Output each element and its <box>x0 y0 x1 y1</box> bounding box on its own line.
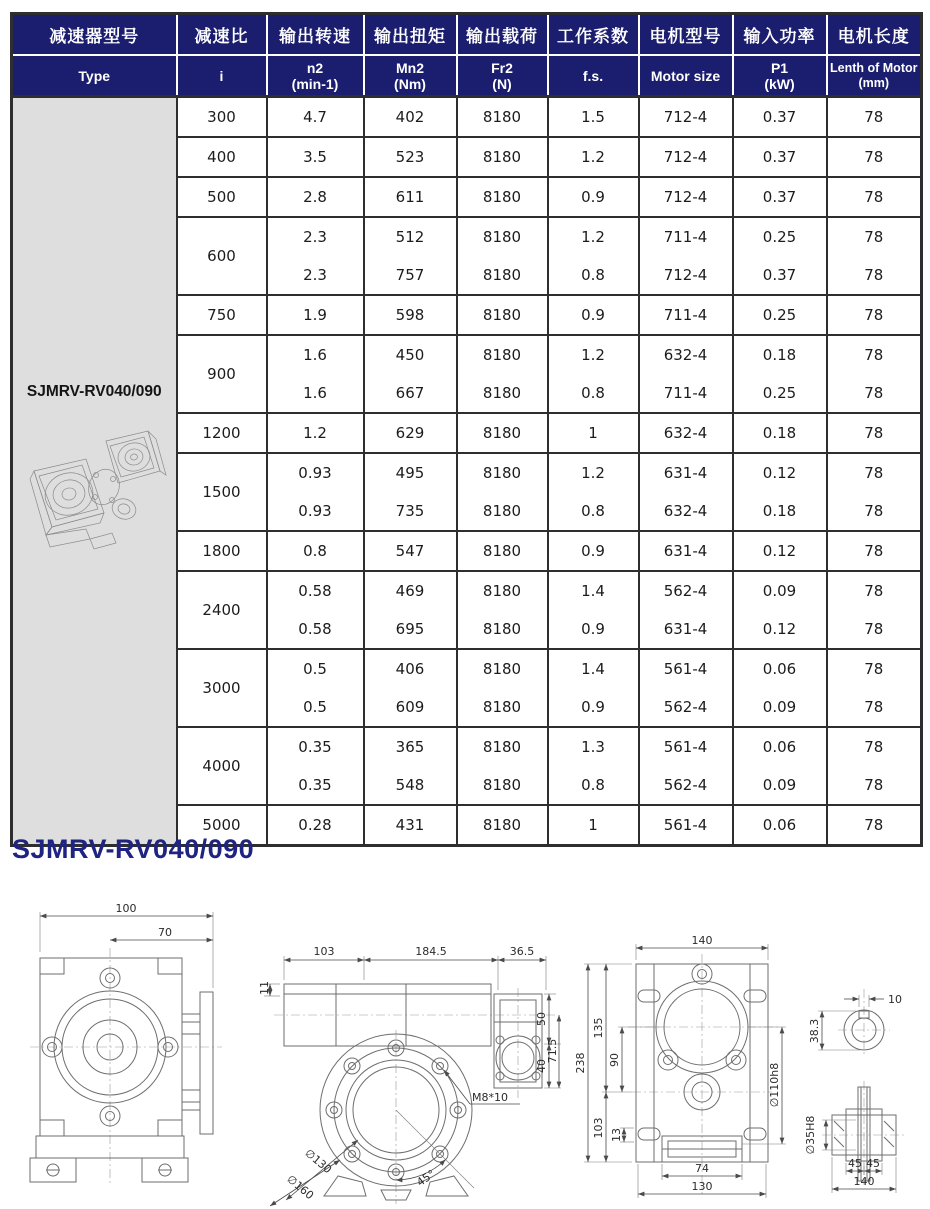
dim-shaft-140: 140 <box>853 1175 875 1188</box>
type-cell <box>12 97 177 846</box>
value-cell-n2 <box>267 413 364 453</box>
value-cell-fs <box>548 295 639 335</box>
value-p1: 0.25 <box>762 384 797 402</box>
value-cell-motor <box>639 453 733 531</box>
value-p1: 0.06 <box>762 660 797 678</box>
value-mn2: 512 <box>395 228 425 246</box>
product-image <box>13 413 176 569</box>
dim-front-36-5: 36.5 <box>509 945 535 958</box>
value-mn2: 548 <box>395 776 425 794</box>
drawing-shaft-view <box>800 985 925 1195</box>
value-n2: 0.93 <box>298 502 332 520</box>
value-fr2: 8180 <box>482 384 522 402</box>
value-motor: 562-4 <box>663 582 708 600</box>
value-mn2: 735 <box>395 502 425 520</box>
value-fs: 1 <box>588 424 598 442</box>
value-cell-motor <box>639 805 733 846</box>
value-cell-len <box>827 177 922 217</box>
value-fs: 1.5 <box>581 108 605 126</box>
value-fr2: 8180 <box>482 148 522 166</box>
dim-front-103: 103 <box>313 945 335 958</box>
value-p1: 0.37 <box>762 188 797 206</box>
header-cn-5: 工作系数 <box>548 14 639 56</box>
value-cell-n2 <box>267 531 364 571</box>
value-motor: 561-4 <box>663 816 708 834</box>
dim-back-103: 103 <box>592 1117 605 1139</box>
dim-shaft-10: 10 <box>888 993 902 1006</box>
value-len: 78 <box>864 464 884 482</box>
value-cell-fs <box>548 335 639 413</box>
value-p1: 0.06 <box>762 738 797 756</box>
value-fs: 0.8 <box>581 384 605 402</box>
value-cell-fs <box>548 217 639 295</box>
type-label: SJMRV-RV040/090 <box>26 382 162 400</box>
value-cell-len <box>827 217 922 295</box>
value-n2: 0.5 <box>303 698 327 716</box>
value-cell-p1 <box>733 177 827 217</box>
value-len: 78 <box>864 228 884 246</box>
ratio-cell: 500 <box>177 177 267 217</box>
value-cell-motor <box>639 413 733 453</box>
value-fs: 0.9 <box>581 188 605 206</box>
value-cell-mn2 <box>364 413 457 453</box>
value-cell-n2 <box>267 217 364 295</box>
value-fs: 0.9 <box>581 542 605 560</box>
drawing-side-view <box>10 902 245 1187</box>
value-n2: 1.2 <box>303 424 327 442</box>
header-cn-1: 减速比 <box>177 14 267 56</box>
value-n2: 4.7 <box>303 108 327 126</box>
value-cell-n2 <box>267 453 364 531</box>
value-cell-len <box>827 805 922 846</box>
dim-shaft-45b: 45 <box>866 1157 880 1170</box>
value-cell-len <box>827 295 922 335</box>
ratio-cell: 1800 <box>177 531 267 571</box>
header-en-2: n2 (min-1) <box>267 55 364 97</box>
ratio-cell: 300 <box>177 97 267 138</box>
value-fr2: 8180 <box>482 698 522 716</box>
value-n2: 0.58 <box>298 582 332 600</box>
value-motor: 711-4 <box>663 384 708 402</box>
value-mn2: 450 <box>395 346 425 364</box>
value-cell-p1 <box>733 97 827 138</box>
dim-back-13: 13 <box>610 1128 623 1142</box>
value-cell-p1 <box>733 531 827 571</box>
dim-shaft-38-3: 38.3 <box>808 1018 821 1044</box>
dim-shaft-dia35h8: ∅35H8 <box>804 1115 817 1155</box>
value-motor: 632-4 <box>663 346 708 364</box>
header-cn-7: 输入功率 <box>733 14 827 56</box>
value-fr2: 8180 <box>482 108 522 126</box>
value-n2: 0.8 <box>303 542 327 560</box>
dim-front-50: 50 <box>535 1012 548 1026</box>
value-fs: 0.8 <box>581 502 605 520</box>
value-p1: 0.25 <box>762 228 797 246</box>
value-cell-fr2 <box>457 335 548 413</box>
value-cell-p1 <box>733 805 827 846</box>
value-cell-fs <box>548 805 639 846</box>
header-cn-3: 输出扭矩 <box>364 14 457 56</box>
value-cell-fr2 <box>457 217 548 295</box>
header-cn-2: 输出转速 <box>267 14 364 56</box>
ratio-cell: 1500 <box>177 453 267 531</box>
value-cell-mn2 <box>364 453 457 531</box>
spec-table-body <box>12 97 922 846</box>
value-motor: 562-4 <box>663 698 708 716</box>
value-cell-n2 <box>267 295 364 335</box>
section-title: SJMRV-RV040/090 <box>12 834 255 864</box>
value-cell-mn2 <box>364 649 457 727</box>
value-n2: 2.8 <box>303 188 327 206</box>
value-mn2: 609 <box>395 698 425 716</box>
value-cell-fs <box>548 177 639 217</box>
dim-back-135: 135 <box>592 1017 605 1039</box>
value-fr2: 8180 <box>482 464 522 482</box>
ratio-cell: 3000 <box>177 649 267 727</box>
value-cell-p1 <box>733 295 827 335</box>
value-cell-p1 <box>733 137 827 177</box>
value-motor: 562-4 <box>663 776 708 794</box>
value-mn2: 598 <box>395 306 425 324</box>
dim-front-m8: M8*10 <box>472 1091 508 1104</box>
value-n2: 3.5 <box>303 148 327 166</box>
value-cell-motor <box>639 217 733 295</box>
value-cell-fs <box>548 453 639 531</box>
value-mn2: 695 <box>395 620 425 638</box>
value-len: 78 <box>864 384 884 402</box>
value-cell-n2 <box>267 805 364 846</box>
value-p1: 0.12 <box>762 620 797 638</box>
value-cell-motor <box>639 335 733 413</box>
value-cell-n2 <box>267 727 364 805</box>
dim-side-100: 100 <box>115 902 137 915</box>
ratio-cell: 4000 <box>177 727 267 805</box>
value-motor: 632-4 <box>663 502 708 520</box>
value-p1: 0.09 <box>762 776 797 794</box>
value-n2: 0.58 <box>298 620 332 638</box>
value-fr2: 8180 <box>482 228 522 246</box>
header-en-3: Mn2 (Nm) <box>364 55 457 97</box>
value-cell-p1 <box>733 413 827 453</box>
dim-back-90: 90 <box>608 1053 621 1067</box>
value-fr2: 8180 <box>482 542 522 560</box>
value-p1: 0.06 <box>762 816 797 834</box>
value-cell-motor <box>639 571 733 649</box>
value-cell-fr2 <box>457 571 548 649</box>
value-fs: 0.9 <box>581 620 605 638</box>
dim-front-71-5: 71.5 <box>546 1038 559 1064</box>
value-cell-n2 <box>267 571 364 649</box>
ratio-cell: 2400 <box>177 571 267 649</box>
value-p1: 0.09 <box>762 698 797 716</box>
value-cell-fr2 <box>457 805 548 846</box>
value-mn2: 629 <box>395 424 425 442</box>
value-fr2: 8180 <box>482 660 522 678</box>
value-p1: 0.18 <box>762 346 797 364</box>
header-en-5: f.s. <box>548 55 639 97</box>
value-n2: 1.6 <box>303 384 327 402</box>
value-mn2: 406 <box>395 660 425 678</box>
value-mn2: 667 <box>395 384 425 402</box>
value-n2: 0.35 <box>298 776 332 794</box>
value-fr2: 8180 <box>482 266 522 284</box>
value-cell-motor <box>639 295 733 335</box>
value-cell-p1 <box>733 335 827 413</box>
header-row-en <box>12 55 922 97</box>
value-p1: 0.37 <box>762 266 797 284</box>
value-cell-len <box>827 649 922 727</box>
value-cell-fs <box>548 413 639 453</box>
header-en-6: Motor size <box>639 55 733 97</box>
dim-back-140: 140 <box>691 934 713 947</box>
value-cell-motor <box>639 531 733 571</box>
value-fs: 1 <box>588 816 598 834</box>
value-n2: 0.5 <box>303 660 327 678</box>
value-cell-motor <box>639 137 733 177</box>
value-cell-fr2 <box>457 413 548 453</box>
gearbox-isometric-icon <box>20 413 168 565</box>
value-fs: 0.9 <box>581 698 605 716</box>
dim-shaft-45a: 45 <box>848 1157 862 1170</box>
value-cell-p1 <box>733 453 827 531</box>
value-mn2: 757 <box>395 266 425 284</box>
dim-back-74: 74 <box>695 1162 709 1175</box>
value-len: 78 <box>864 660 884 678</box>
value-cell-fr2 <box>457 531 548 571</box>
value-motor: 631-4 <box>663 464 708 482</box>
value-motor: 712-4 <box>663 148 708 166</box>
ratio-cell: 1200 <box>177 413 267 453</box>
value-motor: 561-4 <box>663 660 708 678</box>
value-len: 78 <box>864 816 884 834</box>
value-fr2: 8180 <box>482 582 522 600</box>
value-cell-mn2 <box>364 531 457 571</box>
value-fr2: 8180 <box>482 502 522 520</box>
value-fs: 1.4 <box>581 660 605 678</box>
dim-front-dia160: ∅160 <box>284 1172 317 1203</box>
value-fr2: 8180 <box>482 424 522 442</box>
value-cell-len <box>827 571 922 649</box>
value-cell-fr2 <box>457 453 548 531</box>
value-fs: 1.2 <box>581 148 605 166</box>
value-mn2: 365 <box>395 738 425 756</box>
ratio-cell: 400 <box>177 137 267 177</box>
value-len: 78 <box>864 776 884 794</box>
value-cell-mn2 <box>364 805 457 846</box>
value-p1: 0.37 <box>762 148 797 166</box>
value-len: 78 <box>864 502 884 520</box>
value-motor: 631-4 <box>663 620 708 638</box>
value-cell-fr2 <box>457 649 548 727</box>
value-len: 78 <box>864 698 884 716</box>
value-cell-p1 <box>733 571 827 649</box>
spec-table-head <box>12 14 922 97</box>
value-motor: 711-4 <box>663 228 708 246</box>
value-n2: 0.35 <box>298 738 332 756</box>
value-len: 78 <box>864 346 884 364</box>
value-cell-fs <box>548 531 639 571</box>
value-cell-fs <box>548 649 639 727</box>
value-motor: 631-4 <box>663 542 708 560</box>
value-cell-len <box>827 727 922 805</box>
value-cell-p1 <box>733 649 827 727</box>
ratio-cell: 600 <box>177 217 267 295</box>
value-cell-n2 <box>267 177 364 217</box>
header-row-cn <box>12 14 922 56</box>
value-cell-fr2 <box>457 295 548 335</box>
value-cell-fr2 <box>457 727 548 805</box>
value-fs: 1.2 <box>581 228 605 246</box>
value-cell-fs <box>548 137 639 177</box>
drawing-front-view <box>246 938 561 1208</box>
value-fr2: 8180 <box>482 620 522 638</box>
header-en-1: i <box>177 55 267 97</box>
dim-side-70: 70 <box>158 926 172 939</box>
value-cell-n2 <box>267 335 364 413</box>
ratio-cell: 5000 <box>177 805 267 846</box>
value-len: 78 <box>864 620 884 638</box>
dim-front-45deg: 45° <box>414 1167 438 1190</box>
value-fr2: 8180 <box>482 816 522 834</box>
value-mn2: 611 <box>395 188 425 206</box>
value-cell-fr2 <box>457 177 548 217</box>
value-len: 78 <box>864 424 884 442</box>
value-fs: 1.2 <box>581 464 605 482</box>
value-len: 78 <box>864 266 884 284</box>
dim-front-40: 40 <box>535 1059 548 1073</box>
drawing-back-view <box>572 932 812 1202</box>
value-cell-n2 <box>267 137 364 177</box>
spec-group-row <box>12 97 922 138</box>
value-cell-n2 <box>267 649 364 727</box>
value-cell-fr2 <box>457 137 548 177</box>
value-cell-mn2 <box>364 217 457 295</box>
value-mn2: 495 <box>395 464 425 482</box>
value-cell-p1 <box>733 217 827 295</box>
value-cell-motor <box>639 97 733 138</box>
value-n2: 0.93 <box>298 464 332 482</box>
value-fs: 1.3 <box>581 738 605 756</box>
value-len: 78 <box>864 108 884 126</box>
header-en-4: Fr2 (N) <box>457 55 548 97</box>
ratio-cell: 900 <box>177 335 267 413</box>
value-fr2: 8180 <box>482 306 522 324</box>
value-cell-len <box>827 413 922 453</box>
value-motor: 632-4 <box>663 424 708 442</box>
header-cn-0: 减速器型号 <box>12 14 177 56</box>
value-motor: 712-4 <box>663 188 708 206</box>
value-cell-mn2 <box>364 295 457 335</box>
value-cell-mn2 <box>364 727 457 805</box>
value-n2: 1.9 <box>303 306 327 324</box>
header-cn-6: 电机型号 <box>639 14 733 56</box>
value-cell-fs <box>548 727 639 805</box>
value-fs: 0.8 <box>581 266 605 284</box>
value-n2: 2.3 <box>303 266 327 284</box>
value-cell-fs <box>548 97 639 138</box>
value-fs: 1.2 <box>581 346 605 364</box>
dim-back-130: 130 <box>691 1180 713 1193</box>
value-p1: 0.18 <box>762 502 797 520</box>
value-motor: 561-4 <box>663 738 708 756</box>
header-en-8: Lenth of Motor (mm) <box>827 55 922 97</box>
value-mn2: 402 <box>395 108 425 126</box>
value-p1: 0.25 <box>762 306 797 324</box>
value-len: 78 <box>864 582 884 600</box>
value-cell-len <box>827 97 922 138</box>
value-cell-fr2 <box>457 97 548 138</box>
value-fs: 1.4 <box>581 582 605 600</box>
value-p1: 0.37 <box>762 108 797 126</box>
value-cell-n2 <box>267 97 364 138</box>
value-p1: 0.18 <box>762 424 797 442</box>
value-mn2: 523 <box>395 148 425 166</box>
value-cell-motor <box>639 727 733 805</box>
value-cell-len <box>827 335 922 413</box>
value-motor: 711-4 <box>663 306 708 324</box>
value-cell-mn2 <box>364 335 457 413</box>
header-cn-4: 输出载荷 <box>457 14 548 56</box>
header-en-7: P1 (kW) <box>733 55 827 97</box>
dim-back-dia110h8: ∅110h8 <box>768 1062 781 1108</box>
dim-back-238: 238 <box>574 1052 587 1074</box>
value-fr2: 8180 <box>482 776 522 794</box>
value-cell-mn2 <box>364 177 457 217</box>
value-motor: 712-4 <box>663 266 708 284</box>
value-mn2: 469 <box>395 582 425 600</box>
value-len: 78 <box>864 738 884 756</box>
value-fr2: 8180 <box>482 346 522 364</box>
value-len: 78 <box>864 542 884 560</box>
value-mn2: 431 <box>395 816 425 834</box>
value-cell-len <box>827 453 922 531</box>
value-p1: 0.12 <box>762 464 797 482</box>
value-cell-motor <box>639 649 733 727</box>
dim-front-11: 11 <box>258 981 271 995</box>
value-fs: 0.9 <box>581 306 605 324</box>
value-cell-len <box>827 531 922 571</box>
value-fs: 0.8 <box>581 776 605 794</box>
dim-front-184-5: 184.5 <box>415 945 447 958</box>
value-p1: 0.12 <box>762 542 797 560</box>
value-fr2: 8180 <box>482 738 522 756</box>
header-cn-8: 电机长度 <box>827 14 922 56</box>
spec-table <box>10 12 923 847</box>
value-n2: 1.6 <box>303 346 327 364</box>
value-len: 78 <box>864 188 884 206</box>
value-n2: 0.28 <box>298 816 332 834</box>
dim-front-dia130: ∅130 <box>302 1146 335 1177</box>
value-cell-p1 <box>733 727 827 805</box>
value-len: 78 <box>864 148 884 166</box>
value-cell-motor <box>639 177 733 217</box>
value-n2: 2.3 <box>303 228 327 246</box>
value-cell-mn2 <box>364 137 457 177</box>
value-cell-len <box>827 137 922 177</box>
ratio-cell: 750 <box>177 295 267 335</box>
value-motor: 712-4 <box>663 108 708 126</box>
value-p1: 0.09 <box>762 582 797 600</box>
value-cell-fs <box>548 571 639 649</box>
value-fr2: 8180 <box>482 188 522 206</box>
value-cell-mn2 <box>364 97 457 138</box>
value-len: 78 <box>864 306 884 324</box>
value-mn2: 547 <box>395 542 425 560</box>
value-cell-mn2 <box>364 571 457 649</box>
header-en-0: Type <box>12 55 177 97</box>
